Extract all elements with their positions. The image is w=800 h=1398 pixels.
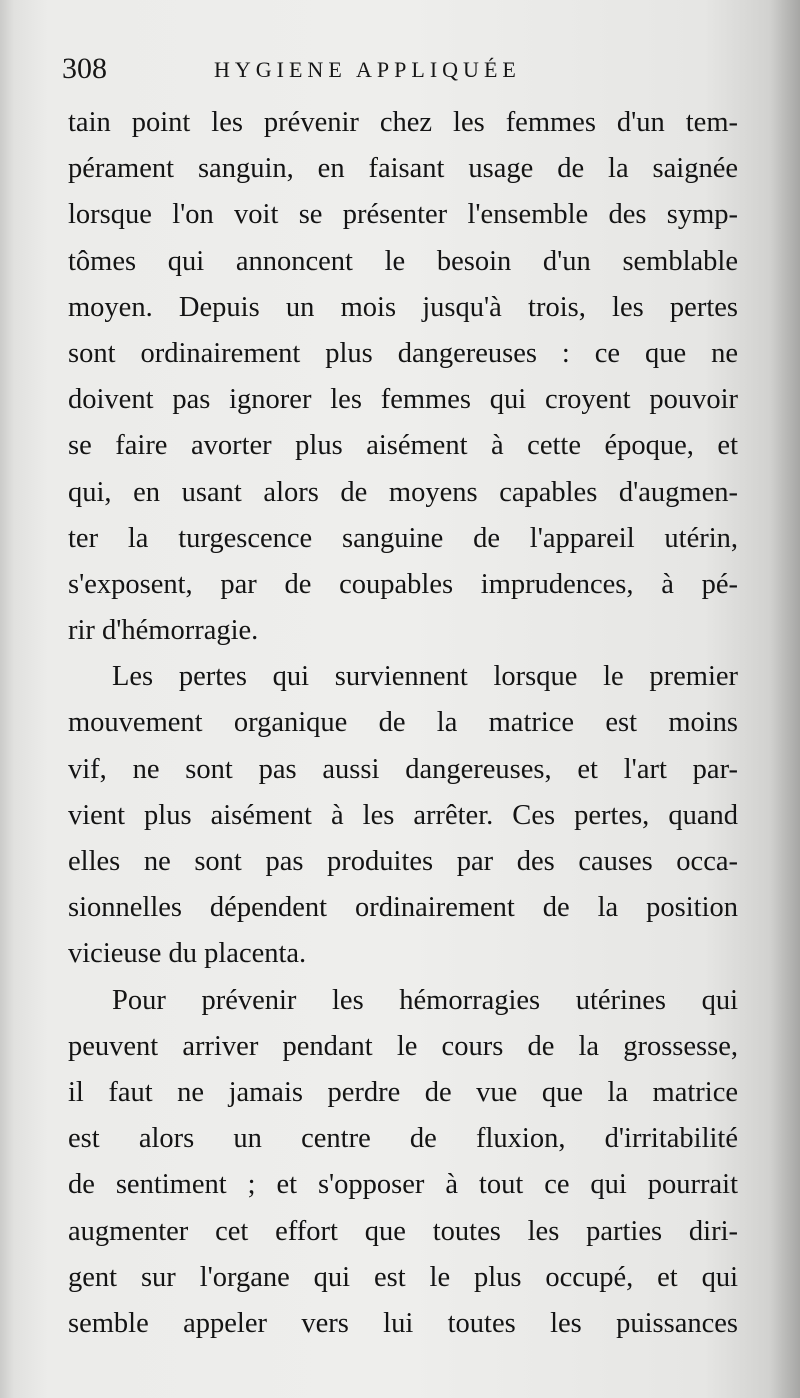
- text-line: se faire avorter plus aisément à cette époque, et: [68, 430, 738, 462]
- text-line: qui, en usant alors de moyens capables d'augmen-: [68, 476, 738, 508]
- paragraph-2: [68, 654, 738, 977]
- text-line: est alors un centre de fluxion, d'irritabilité: [68, 1123, 738, 1155]
- text-line: gent sur l'organe qui est le plus occupé, et qui: [68, 1261, 738, 1293]
- text-line: semble appeler vers lui toutes les puissances: [68, 1307, 738, 1339]
- text-line: sionnelles dépendent ordinairement de la position: [68, 892, 738, 924]
- text-line: Les pertes qui surviennent lorsque le premier: [112, 661, 738, 693]
- text-line: vient plus aisément à les arrêter. Ces pertes, quand: [68, 799, 738, 831]
- text-line: lorsque l'on voit se présenter l'ensemble des symp-: [68, 199, 738, 231]
- page-number: 308: [62, 52, 107, 85]
- text-line: elles ne sont pas produites par des causes occa-: [68, 846, 738, 877]
- text-line: tômes qui annoncent le besoin d'un semblable: [68, 245, 738, 277]
- text-line: peuvent arriver pendant le cours de la grossesse,: [68, 1030, 738, 1062]
- text-line: il faut ne jamais perdre de vue que la matrice: [68, 1076, 738, 1108]
- text-line: vicieuse du placenta.: [68, 938, 307, 970]
- page-edge-shadow: [770, 0, 800, 1398]
- text-line: Pour prévenir les hémorragies utérines qui: [112, 984, 738, 1016]
- text-line: rir d'hémorragie.: [68, 615, 259, 647]
- running-title: HYGIENE APPLIQUÉE: [214, 57, 521, 82]
- text-line: moyen. Depuis un mois jusqu'à trois, les pertes: [68, 291, 738, 323]
- text-line: sont ordinairement plus dangereuses : ce que ne: [68, 337, 738, 369]
- page-gutter-shadow: [0, 0, 14, 1398]
- paragraph-3: [68, 978, 738, 1348]
- text-line: s'exposent, par de coupables imprudences, à pé-: [68, 568, 738, 600]
- body-text: [68, 100, 738, 1347]
- text-line: augmenter cet effort que toutes les parties diri-: [68, 1215, 738, 1247]
- text-line: doivent pas ignorer les femmes qui croyent pouvoir: [68, 384, 738, 416]
- text-line: tain point les prévenir chez les femmes d'un tem-: [68, 107, 738, 138]
- running-head: [62, 52, 742, 92]
- text-line: mouvement organique de la matrice est moins: [68, 707, 738, 739]
- text-line: de sentiment ; et s'opposer à tout ce qui pourrait: [68, 1169, 738, 1201]
- text-line: pérament sanguin, en faisant usage de la saignée: [68, 153, 738, 185]
- text-line: vif, ne sont pas aussi dangereuses, et l'art par-: [68, 753, 738, 785]
- paragraph-1: [68, 100, 738, 654]
- text-line: ter la turgescence sanguine de l'appareil utérin,: [68, 522, 738, 554]
